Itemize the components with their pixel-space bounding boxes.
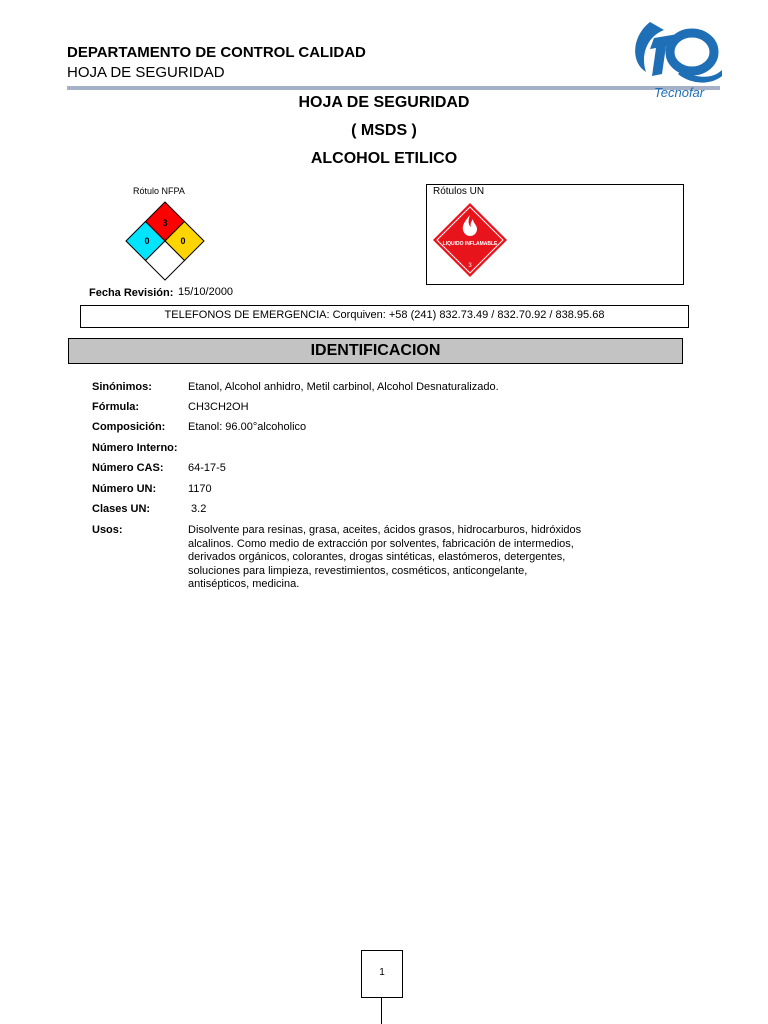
document-type: HOJA DE SEGURIDAD [67, 64, 225, 81]
field-value: Etanol: 96.00°alcoholico [188, 421, 307, 433]
field-value: CH3CH2OH [188, 401, 249, 413]
field-value: Etanol, Alcohol anhidro, Metil carbinol, Alcohol Desnaturalizado. [188, 381, 499, 393]
title-line-3: ALCOHOL ETILICO [310, 150, 458, 167]
title-line-2: ( MSDS ) [351, 122, 417, 139]
nfpa-label: Rótulo NFPA [133, 186, 185, 196]
department-title: DEPARTAMENTO DE CONTROL CALIDAD [67, 44, 366, 61]
un-label: Rótulos UN [433, 186, 485, 197]
revision-label: Fecha Revisión: [89, 287, 174, 299]
un-sign-text: LIQUIDO INFLAMABLE [442, 241, 498, 247]
field-value: 64-17-5 [188, 462, 226, 474]
nfpa-health-value: 0 [144, 236, 150, 246]
field-label: Número UN: [92, 483, 157, 495]
field-value: 1170 [188, 483, 212, 495]
tq-logo-icon [620, 14, 724, 100]
field-label: Fórmula: [92, 401, 140, 413]
un-class-number: 3 [468, 263, 472, 269]
nfpa-flammability-value: 3 [162, 218, 168, 228]
emergency-phones: TELEFONOS DE EMERGENCIA: Corquiven: +58 (241) 832.73.49 / 832.70.92 / 838.95.68 [80, 305, 689, 328]
field-label: Sinónimos: [92, 381, 152, 393]
field-label: Número CAS: [92, 462, 164, 474]
section-header-identificacion: IDENTIFICACION [68, 338, 683, 364]
field-label: Usos: [92, 524, 123, 536]
field-value: 3.2 [188, 503, 207, 515]
nfpa-reactivity-value: 0 [180, 236, 186, 246]
page-number-connector [381, 997, 382, 1024]
title-line-1: HOJA DE SEGURIDAD [298, 94, 470, 111]
un-labels-box [426, 184, 684, 285]
page-number: 1 [361, 950, 403, 998]
field-label: Número Interno: [92, 442, 178, 454]
field-label: Composición: [92, 421, 166, 433]
un-placard [431, 201, 509, 279]
field-label: Clases UN: [92, 503, 151, 515]
revision-date: 15/10/2000 [178, 286, 234, 298]
logo-text: Tecnofar [654, 85, 705, 100]
field-value: Disolvente para resinas, grasa, aceites, ácidos grasos, hidrocarburos, hidróxidos alcalinos. Como medio de extracción por solventes, fabricación de intermedios, derivados orgánicos, colorantes, drogas sintéticas, elastómeros, detergentes, soluciones para limpieza, revestimientos, cosméticos, anticongelante, antisépticos, medicina. [188, 524, 582, 590]
nfpa-diamond [124, 200, 206, 282]
